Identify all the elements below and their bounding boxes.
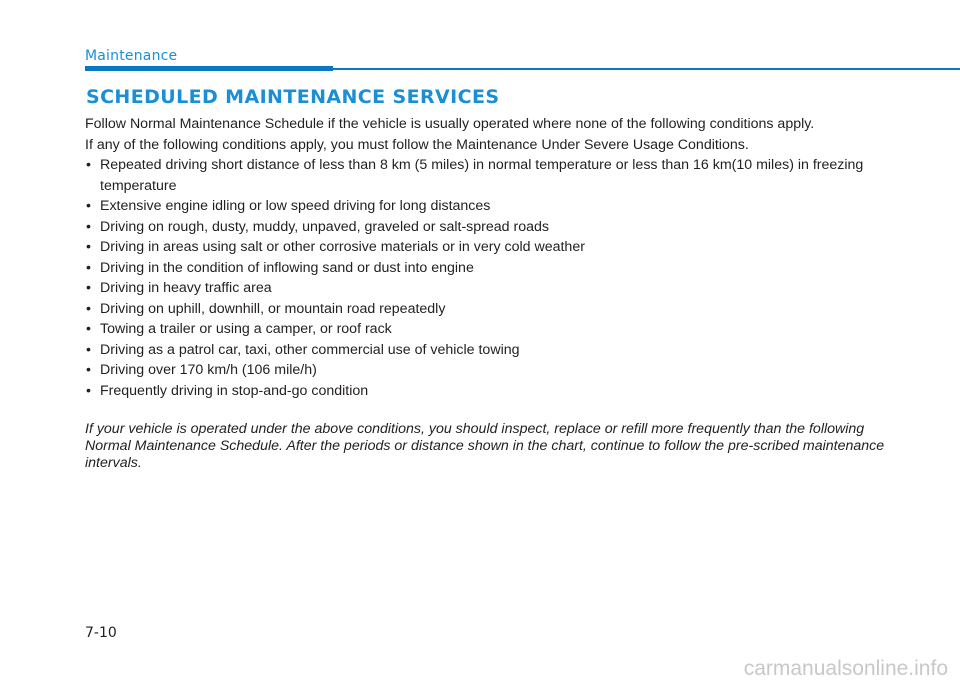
main-content [85,114,885,472]
bullet-icon: • [86,157,91,173]
italic-note: If your vehicle is operated under the above conditions, you should inspect, replace or refill more frequently than the following Normal Maintenance Schedule. After the periods or distance shown in the chart, continue to follow the pre-scribed maintenance intervals. [85,421,885,471]
list-item-text: Driving as a patrol car, taxi, other commercial use of vehicle towing [100,341,520,358]
list-item [85,299,885,320]
bullet-icon: • [86,300,91,317]
list-item-text: Extensive engine idling or low speed driving for long distances [100,198,491,214]
list-item [85,258,885,279]
list-item [85,360,885,381]
list-item [85,217,885,238]
list-item-text: Driving in the condition of inflowing sand or dust into engine [100,259,474,276]
section-label: Maintenance [85,48,178,64]
bullet-icon: • [86,362,91,378]
watermark: carmanualsonline.info [743,657,948,680]
header-rule-thick [85,66,333,71]
page-number: 7-10 [85,625,117,641]
page-title: SCHEDULED MAINTENANCE SERVICES [86,86,500,108]
list-item [85,319,885,340]
list-item [85,278,885,299]
list-item-text: Driving over 170 km/h (106 mile/h) [100,362,317,378]
intro-paragraph: If any of the following conditions apply, you must follow the Maintenance Under Severe Usage Conditions. [85,136,749,153]
list-item-text: Driving in heavy traffic area [100,280,272,296]
list-item-text: Frequently driving in stop-and-go condition [100,382,369,399]
list-item [85,196,885,217]
list-item-text: Driving on rough, dusty, muddy, unpaved, graveled or salt-spread roads [100,218,549,235]
conditions-list [85,155,885,401]
bullet-icon: • [86,198,91,214]
bullet-icon: • [86,341,91,358]
list-item [85,237,885,258]
list-item [85,381,885,402]
header-rule-thin [333,68,960,70]
list-item-text: Towing a trailer or using a camper, or roof rack [100,321,392,337]
list-item-text: Repeated driving short distance of less than 8 km (5 miles) in normal temperature or less than 16 km(10 miles) in freezing temperature [100,157,864,194]
list-item-text: Driving on uphill, downhill, or mountain road repeatedly [100,300,446,317]
bullet-icon: • [86,218,91,235]
bullet-icon: • [86,321,91,337]
intro-paragraph: Follow Normal Maintenance Schedule if the vehicle is usually operated where none of the following conditions apply. [85,116,815,132]
bullet-icon: • [86,259,91,276]
bullet-icon: • [86,280,91,296]
list-item [85,155,885,196]
list-item-text: Driving in areas using salt or other corrosive materials or in very cold weather [100,239,585,255]
bullet-icon: • [86,239,91,255]
list-item [85,340,885,361]
bullet-icon: • [86,382,91,399]
